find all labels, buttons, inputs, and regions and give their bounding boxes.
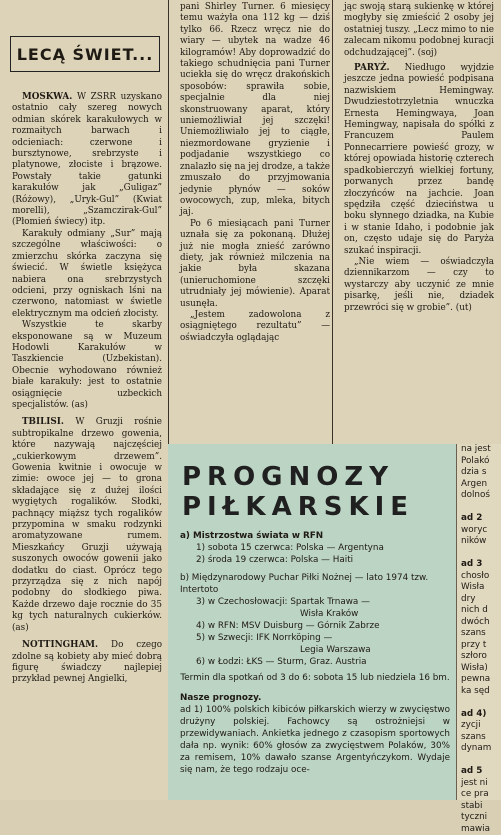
strip-line [457,755,501,767]
article-paragraph: TBILISI. W Gruzji rośnie subtropikalne drzewo gowenia, które nazywają najczęściej „cukierkowym drzewem”. Gowenia kwitnie i owocuje w zimie: owoce jej — to grona składające się z dużej ilości wygiętych rogalików. Słodki, pachnący miąższ tych rogalików przypomina w smaku rodzynki aromatyzowane rumem. Mieszkańcy Gruzji używają suszonych owoców gowenii jako dodatku do ciast. Oprócz tego przyrządza się z nich napój podobny do słodkiego piwa. Każde drzewo daje rocznie do 35 kg tych naturalnych cukierków. (as) [12,417,162,634]
fixture: 4) w RFN: MSV Duisburg — Górnik Zabrze [180,620,450,632]
strip-line: tyczni [457,812,501,824]
strip-line: chosło [457,571,501,583]
strip-line: pewna [457,674,501,686]
strip-line: ników [457,536,501,548]
strip-line: szans [457,628,501,640]
fixture-continued: Legia Warszawa [180,644,450,656]
prognozy-title: PROGNOZY PIŁKARSKIE [182,462,414,522]
column-2-text [180,2,330,344]
article-paragraph: „Nie wiem — oświadczyła dziennikarzom — czy to wystarczy aby uczynić ze mnie pisarkę, jeśli nie, dziadek przewróci się w grobie”. (ut) [344,257,494,314]
strip-line: mawia [457,824,501,835]
strip-line [457,502,501,514]
strip-line: ad 3 [457,559,501,571]
prediction-paragraph: ad 1) 100% polskich kibiców piłkarskich wierzy w zwycięstwo drużyny polskiej. Fachowcy są ostrożniejsi w przewidywaniach. Ankietka jednego z czasopism sportowych dała np. wynik: 60% głosów za zwycięstwem Polaków, 30% za remisem, 10% dawało szanse Argentyńczykom. Wydaje się nam, że tego rodzaju oce- [180,704,450,776]
headline-box [10,36,160,72]
column-divider [168,0,169,444]
article-paragraph: „Jestem zadowolona z osiągniętego rezultatu” — oświadczyła oglądając [180,310,330,344]
column-1 [0,0,168,800]
strip-line: Argen [457,479,501,491]
section-heading: Nasze prognozy. [180,692,450,704]
strip-line: woryc [457,525,501,537]
fixture: 2) środa 19 czerwca: Polska — Haiti [180,554,450,566]
fixture: 3) w Czechosłowacji: Spartak Trnawa — [180,596,450,608]
strip-line: na jest [457,444,501,456]
fixture: 5) w Szwecji: IFK Norrköping — [180,632,450,644]
dateline: PARYŻ. [354,63,390,73]
competition-label: a) Mistrzostwa świata w RFN [180,530,450,542]
strip-line [457,697,501,709]
article-paragraph: MOSKWA. W ZSRR uzyskano ostatnio cały szereg nowych odmian skórek karakułowych w rozmaitych barwach i odcieniach: czerwone i bursztynowe, srebrzyste i platynowe, złociste i brązowe. Powstały takie gatunki karakułów jak „Guligaz” (Różowy), „Uryk-Gul” (Kwiat morelli), „Szamczirak-Gul” (Płomień świecy) itp. [12,92,162,229]
strip-line: przy t [457,640,501,652]
strip-line [457,548,501,560]
strip-line: zycji [457,720,501,732]
dateline: TBILISI. [22,417,64,427]
headline: LECĄ ŚWIET... [17,45,154,64]
prognozy-body [180,530,450,776]
column-divider [332,0,333,444]
competition-label: b) Międzynarodowy Puchar Piłki Nożnej — lato 1974 tzw. Intertoto [180,572,450,596]
fixture: 1) sobota 15 czerwca: Polska — Argentyna [180,542,450,554]
fixture: 6) w Łodzi: ŁKS — Sturm, Graz. Austria [180,656,450,668]
dateline: NOTTINGHAM. [22,640,98,650]
strip-line: dry [457,594,501,606]
article-paragraph: pani Shirley Turner. 6 miesięcy temu ważyła ona 112 kg — dziś tylko 66. Rzecz wręcz nie do wiary — ubytek na wadze 46 kilogramów! Aby doprowadzić do takiego schudnięcia pani Turner uciekła się do wręcz drakońskich sposobów: sprawiła sobie, specjalnie dla niej skonstruowany aparat, który uniemożliwiał jej szczęki! Uniemożliwiało jej to ciągłe, niezmordowane gryzienie i podjadanie wszystkiego co znalazło się na jej drodze, a także zmuszało do przyjmowania jedynie płynów — soków owocowych, zup, mleka, bitych jaj. [180,2,330,219]
strip-line: Wisła) [457,663,501,675]
strip-line: ad 4) [457,709,501,721]
strip-line: ce pra [457,789,501,801]
dateline: MOSKWA. [22,92,72,102]
column-2 [172,0,332,440]
column-3-text [344,2,494,314]
article-paragraph: Po 6 miesiącach pani Turner uznała się za pokonaną. Dłużej już nie mogła znieść zarówno diety, jak również milczenia na jakie była skazana (unieruchomione szczęki utrudniały jej mówienie). Aparat usunęła. [180,219,330,310]
strip-line: dynam [457,743,501,755]
strip-line: szłoro [457,651,501,663]
article-paragraph: NOTTINGHAM. Do czego zdolne są kobiety aby mieć dobrą figurę świadczy najlepiej przykład pewnej Angielki, [12,640,162,686]
strip-line: dzia s [457,467,501,479]
strip-line: stabi [457,801,501,813]
article-paragraph: jąc swoją starą sukienkę w której mogłyby się zmieścić 2 osoby jej ostatniej tuszy. „Lecz mimo to nie zalecam nikomu podobnej kuracji odchudzającej”. (soj) [344,2,494,59]
strip-line: szans [457,732,501,744]
strip-line: dwóch [457,617,501,629]
article-paragraph: PARYŻ. Niedługo wyjdzie jeszcze jedna powieść podpisana nazwiskiem Hemingway. Dwudziestotrzyletnia wnuczka Ernesta Hemingwaya, Joan Hemingway, napisała do spółki z Francuzem Paulem Ponnecarriere powieść grozy, w której opowiada historię czterech spadkobierczyń wielkiej fortuny, porwanych przez bandę złoczyńców na jachcie. Joan spędziła część dzieciństwa u boku słynnego dziadka, na Kubie i w stanie Idaho, i podobnie jak on, często udaje się do Paryża szukać inspiracji. [344,63,494,257]
strip-line: ad 5 [457,766,501,778]
strip-line: jest ni [457,778,501,790]
clipped-adjacent-column [456,444,501,800]
column-1-text [12,92,162,686]
strip-line: ad 2 [457,513,501,525]
strip-line: Polakó [457,456,501,468]
deadline-note: Termin dla spotkań od 3 do 6: sobota 15 lub niedziela 16 bm. [180,672,450,684]
strip-line: Wisła [457,582,501,594]
column-3 [336,0,500,440]
strip-line: dolnoś [457,490,501,502]
prognozy-box [168,444,456,800]
article-paragraph: Wszystkie te skarby eksponowane są w Muzeum Hodowli Karakułów w Taszkiencie (Uzbekistan). Obecnie wyhodowano również białe karakuły: jest to ostatnie osiągnięcie uzbeckich specjalistów. (as) [12,320,162,411]
strip-line: ka sęd [457,686,501,698]
strip-line: nich d [457,605,501,617]
article-paragraph: Karakuły odmiany „Sur” mają szczególne właściwości: o zmierzchu skórka zaczyna się świecić. W świetle księżyca nabiera ona srebrzystych odcieni, przy ogniskach lśni na czerwono, natomiast w świetle elektrycznym ma odcień złocisty. [12,229,162,320]
fixture-continued: Wisła Kraków [180,608,450,620]
